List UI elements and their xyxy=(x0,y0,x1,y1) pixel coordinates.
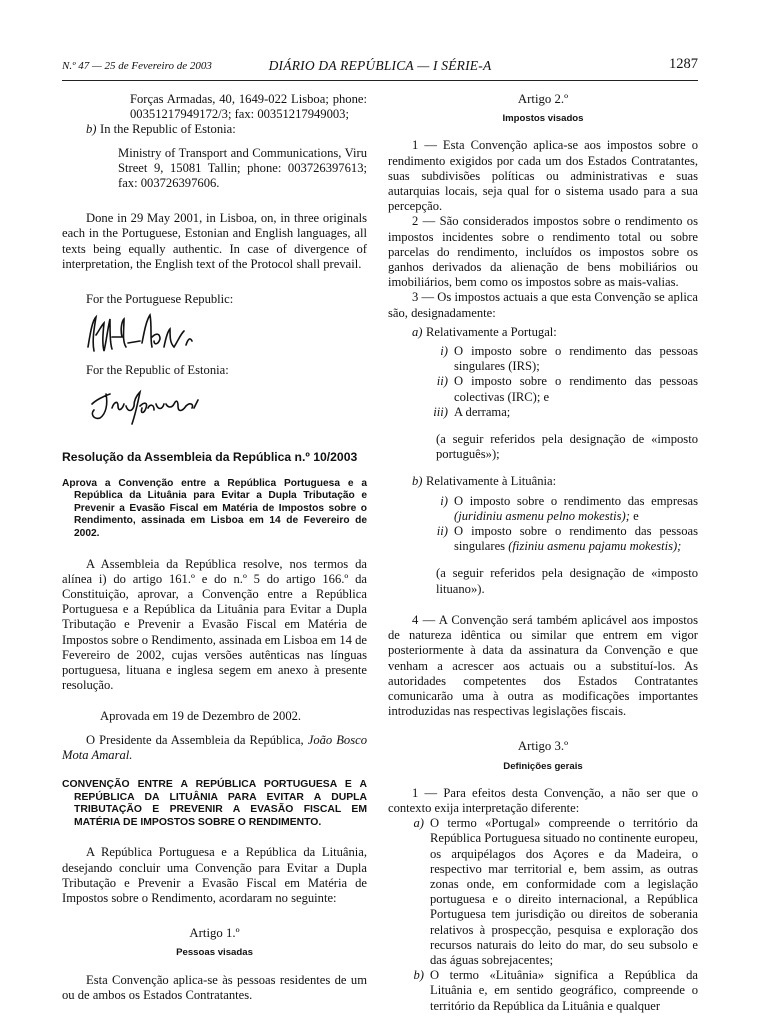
definition-b xyxy=(396,968,698,1014)
signature-portugal xyxy=(82,307,232,359)
article-2-paragraph-3: 3 — Os impostos actuais a que esta Convenção se aplica são, designadamente: xyxy=(388,290,698,320)
issue-number-date: N.º 47 — 25 de Fevereiro de 2003 xyxy=(62,60,212,72)
article-1-heading: Artigo 1.º xyxy=(189,926,240,941)
item-a-portugal xyxy=(412,325,698,340)
item-label: a) xyxy=(413,816,424,831)
address-estonia: Ministry of Transport and Communications, Viru Street 9, 15081 Tallin; phone: 003726397613; fax: 003726397606. xyxy=(118,145,367,191)
resolution-title: Resolução da Assembleia da República n.º 10/2003 xyxy=(62,450,358,465)
header-rule xyxy=(62,80,698,81)
lithuania-tax-list xyxy=(408,494,698,555)
president-prefix: O Presidente da Assembleia da República, xyxy=(86,732,304,747)
president-line xyxy=(62,733,367,763)
portugal-tax-reference: (a seguir referidos pela designação de «imposto português»); xyxy=(436,432,698,462)
item-text: Relativamente a Portugal: xyxy=(426,324,557,339)
item-text: O imposto sobre o rendimento das pessoas colectivas (IRC); e xyxy=(454,374,698,404)
resolution-summary: Aprova a Convenção entre a República Portuguesa e a República da Lituânia para Evitar a Dupla Tributação e Prevenir a Evasão Fiscal em Matéria de Impostos sobre o Rendimento, assinada em Lisboa em 14 de Fevereiro de 2002. xyxy=(62,477,367,540)
list-item xyxy=(408,494,698,524)
item-text: Relativamente à Lituânia: xyxy=(426,474,557,489)
article-3-paragraph-1: 1 — Para efeitos desta Convenção, a não ser que o contexto exija interpretação diferente: xyxy=(388,785,698,815)
item-text: O imposto sobre o rendimento das pessoas singulares (IRS); xyxy=(454,344,698,374)
item-label: i) xyxy=(440,493,448,508)
list-item xyxy=(408,344,698,374)
item-label: i) xyxy=(440,344,448,359)
item-b-estonia xyxy=(86,122,367,137)
address-portugal: Forças Armadas, 40, 1649-022 Lisboa; phone: 00351217949172/3; fax: 00351217949003; xyxy=(130,92,367,122)
signatory-estonia-label: For the Republic of Estonia: xyxy=(86,363,229,378)
item-label: iii) xyxy=(433,404,448,419)
left-column xyxy=(62,92,367,1003)
page-number: 1287 xyxy=(669,56,698,72)
president-name: João Bosco Mota Amaral. xyxy=(62,732,368,762)
page-header xyxy=(62,56,698,78)
item-label: b) xyxy=(413,968,424,983)
article-1-text: Esta Convenção aplica-se às pessoas residentes de um ou de ambos os Estados Contratantes. xyxy=(62,972,367,1002)
article-3-title: Definições gerais xyxy=(503,760,583,772)
definition-a xyxy=(396,816,698,968)
journal-title: DIÁRIO DA REPÚBLICA — I SÉRIE-A xyxy=(268,58,492,73)
right-column xyxy=(388,92,698,1014)
item-label: ii) xyxy=(436,524,448,539)
article-2-title: Impostos visados xyxy=(502,113,584,125)
article-2-paragraph-1: 1 — Esta Convenção aplica-se aos impostos sobre o rendimento exigidos por cada um dos Estados Contratantes, suas subdivisões políticas ou administrativas e suas autarquias locais, seja qual for o sistema usado para a sua percepção. xyxy=(388,138,698,214)
list-item xyxy=(408,374,698,404)
item-text: O termo «Portugal» compreende o território da República Portuguesa situado no continente europeu, os arquipélagos dos Açores e da Madeira, o respectivo mar territorial e, bem assim, as outras zonas onde, em conformidade com a legislação portuguesa e o direito internacional, a República Portuguesa tem jurisdição ou direitos de soberania relativos à prospecção, pesquisa e exploração dos recursos naturais do leito do mar, do seu subsolo e das águas sobrejacentes; xyxy=(430,816,698,967)
item-text: In the Republic of Estonia: xyxy=(100,122,236,137)
lithuania-tax-reference: (a seguir referidos pela designação de «imposto lituano»). xyxy=(436,566,698,596)
item-label: b) xyxy=(412,474,423,489)
item-label: ii) xyxy=(436,374,448,389)
article-1-title: Pessoas visadas xyxy=(176,947,253,959)
item-text: O imposto sobre o rendimento das pessoas singulares (fiziniu asmenu pajamu mokestis); xyxy=(454,524,698,554)
signature-estonia xyxy=(82,378,232,430)
list-item xyxy=(408,524,698,554)
convention-intro: A República Portuguesa e a República da Lituânia, desejando concluir uma Convenção para Evitar a Dupla Tributação e Prevenir a Evasão Fiscal em Matéria de Impostos sobre o Rendimento, acordaram no seguinte: xyxy=(62,845,367,906)
portugal-tax-list xyxy=(408,344,698,420)
item-text: O termo «Lituânia» significa a República da Lituânia e, em sentido geográfico, compreende o território da República da Lituânia e qualquer xyxy=(430,968,698,1013)
done-paragraph: Done in 29 May 2001, in Lisboa, on, in three originals each in the Portuguese, Estonian and English languages, all texts being equally authentic. In case of divergence of interpretation, the English text of the Protocol shall prevail. xyxy=(62,211,367,271)
list-item xyxy=(408,405,698,420)
item-label: b) xyxy=(86,122,97,137)
approval-date: Aprovada em 19 de Dezembro de 2002. xyxy=(100,709,302,724)
article-2-heading: Artigo 2.º xyxy=(517,92,569,106)
item-text: A derrama; xyxy=(454,404,511,419)
item-text: O imposto sobre o rendimento das empresas (juridiniu asmenu pelno mokestis); e xyxy=(454,493,698,523)
article-2-paragraph-2: 2 — São considerados impostos sobre o rendimento os impostos incidentes sobre o rendimento total ou sobre parcelas do rendimento, incluídos os impostos sobre os ganhos derivados da alienação de bens mobiliários ou imobiliários, bem como os impostos sobre as mais-valias. xyxy=(388,214,698,290)
convention-title: CONVENÇÃO ENTRE A REPÚBLICA PORTUGUESA E A REPÚBLICA DA LITUÂNIA PARA EVITAR A DUPLA TRIBUTAÇÃO E PREVENIR A EVASÃO FISCAL EM MATÉRIA DE IMPOSTOS SOBRE O RENDIMENTO. xyxy=(62,779,367,828)
item-b-lithuania xyxy=(412,474,698,489)
article-3-heading: Artigo 3.º xyxy=(517,739,569,754)
item-label: a) xyxy=(412,324,423,339)
signatory-portugal-label: For the Portuguese Republic: xyxy=(86,292,234,307)
resolution-body: A Assembleia da República resolve, nos termos da alínea i) do artigo 161.º e do n.º 5 do artigo 166.º da Constituição, aprovar, a Convenção entre a República Portuguesa e a República da Lituânia para Evitar a Dupla Tributação e Prevenir a Evasão Fiscal em Matéria de Impostos sobre o Rendimento, assinada em Lisboa em 14 de Fevereiro de 2002, cujas versões autênticas nas línguas portuguesa, lituana e inglesa segem em anexo à presente resolução. xyxy=(62,556,367,693)
article-2-paragraph-4: 4 — A Convenção será também aplicável aos impostos de natureza idêntica ou similar que entrem em vigor posteriormente à data da assinatura da Convenção e que venham a acrescer aos actuais ou a substituí-los. As autoridades competentes dos Estados Contratantes comunicarão uma à outra as modificações importantes introduzidas nas respectivas legislações fiscais. xyxy=(388,612,698,719)
